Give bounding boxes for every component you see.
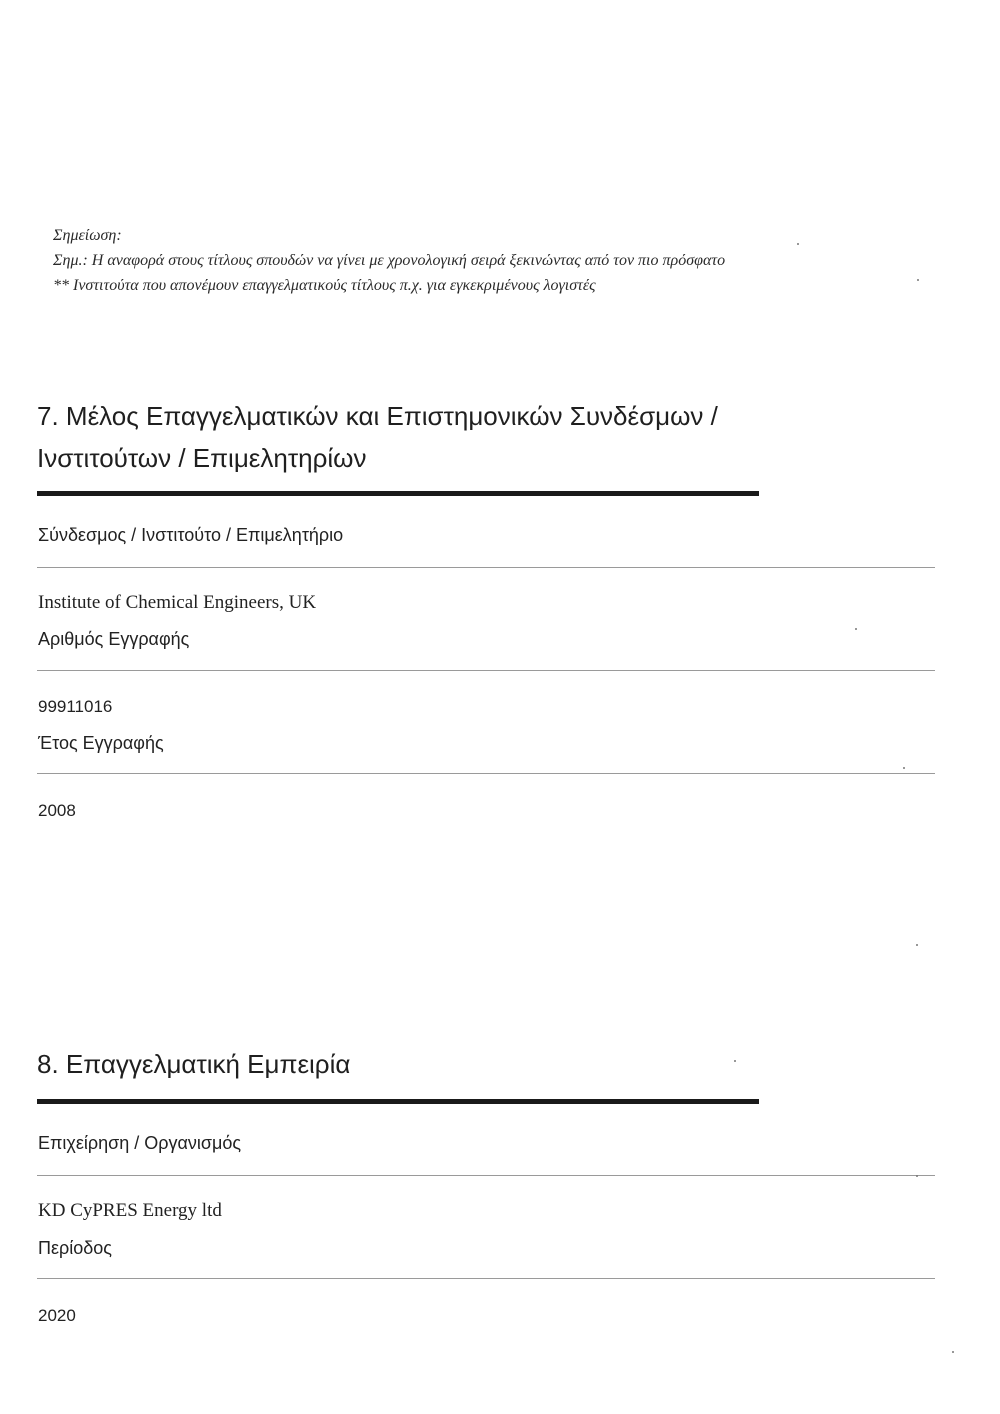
association-underline <box>37 567 935 568</box>
registration-year-underline <box>37 773 935 774</box>
section-7-divider <box>37 491 759 496</box>
registration-year-label: Έτος Εγγραφής <box>38 733 164 753</box>
period-underline <box>37 1278 935 1279</box>
section-8-divider <box>37 1099 759 1104</box>
section-7-title <box>37 395 797 479</box>
scan-speck <box>855 628 857 630</box>
scan-speck <box>917 279 919 281</box>
scan-speck <box>916 1175 918 1177</box>
note-line-chronological: Σημ.: Η αναφορά στους τίτλους σπουδών να γίνει με χρονολογική σειρά ξεκινώντας από τον πιο πρόσφατο <box>53 252 726 269</box>
section-7-title-line2: Ινστιτούτων / Επιμελητηρίων <box>37 443 367 473</box>
scan-speck <box>797 243 799 245</box>
registration-number-label: Αριθμός Εγγραφής <box>38 629 190 649</box>
registration-number-value: 99911016 <box>38 697 113 716</box>
scan-speck <box>734 1060 736 1062</box>
company-value: KD CyPRES Energy ltd <box>38 1200 222 1221</box>
scan-speck <box>916 944 918 946</box>
scan-speck <box>952 1351 954 1353</box>
note-heading: Σημείωση: <box>53 227 122 244</box>
period-label: Περίοδος <box>38 1238 112 1258</box>
scan-speck <box>903 767 905 769</box>
section-8-title: 8. Επαγγελματική Εμπειρία <box>37 1049 351 1079</box>
registration-number-underline <box>37 670 935 671</box>
association-value: Institute of Chemical Engineers, UK <box>38 592 317 613</box>
note-line-institutes: ** Ινστιτούτα που απονέμουν επαγγελματικούς τίτλους π.χ. για εγκεκριμένους λογιστές <box>53 277 596 294</box>
association-label: Σύνδεσμος / Ινστιτούτο / Επιμελητήριο <box>38 525 344 545</box>
section-7-title-line1: 7. Μέλος Επαγγελματικών και Επιστημονικών Συνδέσμων / <box>37 401 718 431</box>
notes-block <box>53 223 953 298</box>
registration-year-value: 2008 <box>38 801 76 820</box>
company-label: Επιχείρηση / Οργανισμός <box>38 1133 242 1153</box>
period-value: 2020 <box>38 1306 76 1325</box>
company-underline <box>37 1175 935 1176</box>
